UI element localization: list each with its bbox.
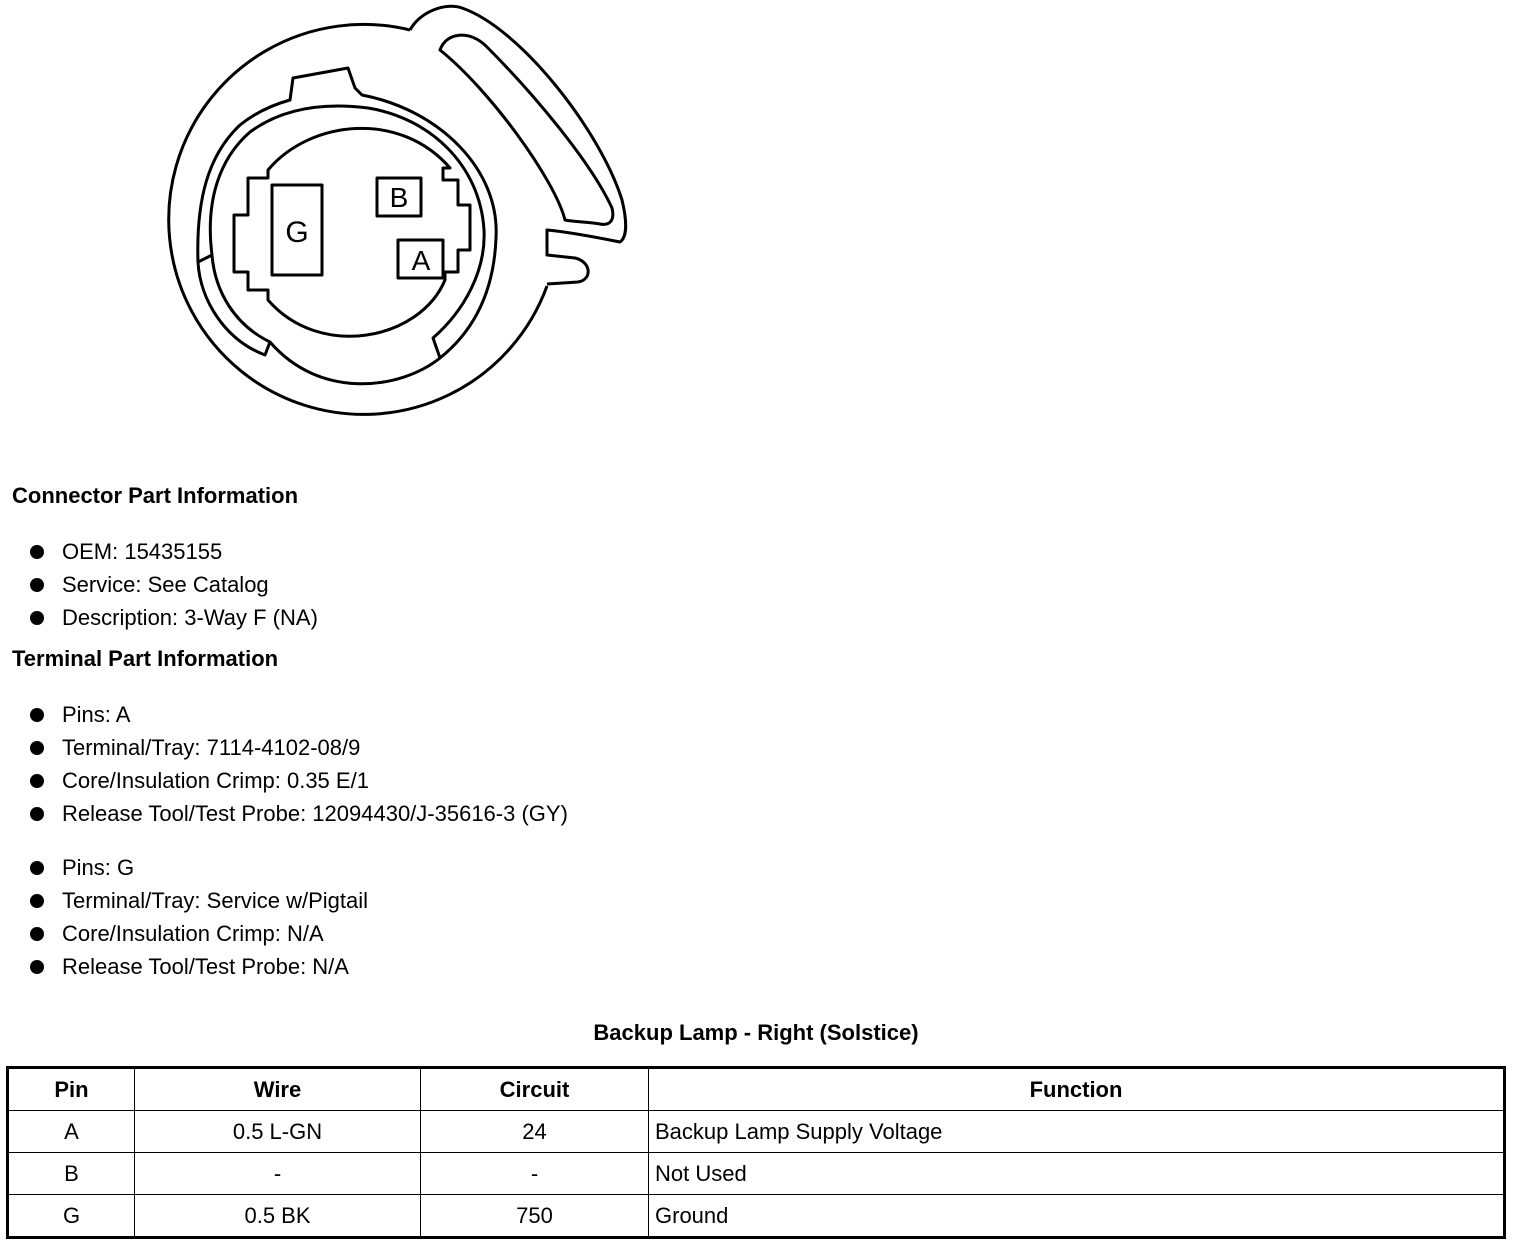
- connector-face: [234, 128, 470, 336]
- terminal-part-info-list-a: [30, 698, 568, 830]
- cell-function: Backup Lamp Supply Voltage: [649, 1111, 1505, 1153]
- bullet-icon: [30, 861, 44, 875]
- header-function: Function: [649, 1068, 1505, 1111]
- list-item: Description: 3-Way F (NA): [30, 601, 318, 634]
- terminal-part-info-list-g: [30, 851, 368, 983]
- bullet-icon: [30, 741, 44, 755]
- connector-diagram: [150, 0, 650, 430]
- cavity-g-label: G: [285, 216, 309, 249]
- table-row: [8, 1195, 1505, 1238]
- list-item: Core/Insulation Crimp: 0.35 E/1: [30, 764, 568, 797]
- table-row: [8, 1153, 1505, 1195]
- table-header-row: [8, 1068, 1505, 1111]
- connector-part-info-list: [30, 535, 318, 634]
- connector-part-info-title: Connector Part Information: [12, 483, 299, 508]
- list-item: Terminal/Tray: Service w/Pigtail: [30, 884, 368, 917]
- bullet-icon: [30, 611, 44, 625]
- list-item: Core/Insulation Crimp: N/A: [30, 917, 368, 950]
- bullet-icon: [30, 774, 44, 788]
- connector-outer-body: [169, 24, 547, 414]
- bullet-icon: [30, 578, 44, 592]
- cell-pin: A: [8, 1111, 135, 1153]
- pin-table-title: Backup Lamp - Right (Solstice): [593, 1020, 919, 1045]
- table-row: [8, 1111, 1505, 1153]
- list-item: Release Tool/Test Probe: 12094430/J-35616-3 (GY): [30, 797, 568, 830]
- terminal-part-info-title: Terminal Part Information: [12, 646, 279, 671]
- cell-circuit: 750: [421, 1195, 649, 1238]
- cell-function: Not Used: [649, 1153, 1505, 1195]
- cavity-b-label: B: [389, 182, 409, 213]
- list-item: OEM: 15435155: [30, 535, 318, 568]
- cell-wire: 0.5 BK: [135, 1195, 421, 1238]
- bullet-icon: [30, 807, 44, 821]
- connector-shroud: [198, 68, 496, 358]
- bullet-icon: [30, 927, 44, 941]
- connector-shroud-lower-right: [270, 342, 440, 384]
- bullet-icon: [30, 960, 44, 974]
- header-circuit: Circuit: [421, 1068, 649, 1111]
- cell-wire: -: [135, 1153, 421, 1195]
- cell-wire: 0.5 L-GN: [135, 1111, 421, 1153]
- list-item: Service: See Catalog: [30, 568, 318, 601]
- bullet-icon: [30, 545, 44, 559]
- pin-table: [6, 1066, 1506, 1239]
- cell-circuit: 24: [421, 1111, 649, 1153]
- header-pin: Pin: [8, 1068, 135, 1111]
- bullet-icon: [30, 708, 44, 722]
- list-item: Release Tool/Test Probe: N/A: [30, 950, 368, 983]
- cell-pin: B: [8, 1153, 135, 1195]
- header-wire: Wire: [135, 1068, 421, 1111]
- cavity-a-label: A: [411, 245, 431, 276]
- cell-circuit: -: [421, 1153, 649, 1195]
- cell-pin: G: [8, 1195, 135, 1238]
- cell-function: Ground: [649, 1195, 1505, 1238]
- list-item: Pins: A: [30, 698, 568, 731]
- list-item: Pins: G: [30, 851, 368, 884]
- bullet-icon: [30, 894, 44, 908]
- list-item: Terminal/Tray: 7114-4102-08/9: [30, 731, 568, 764]
